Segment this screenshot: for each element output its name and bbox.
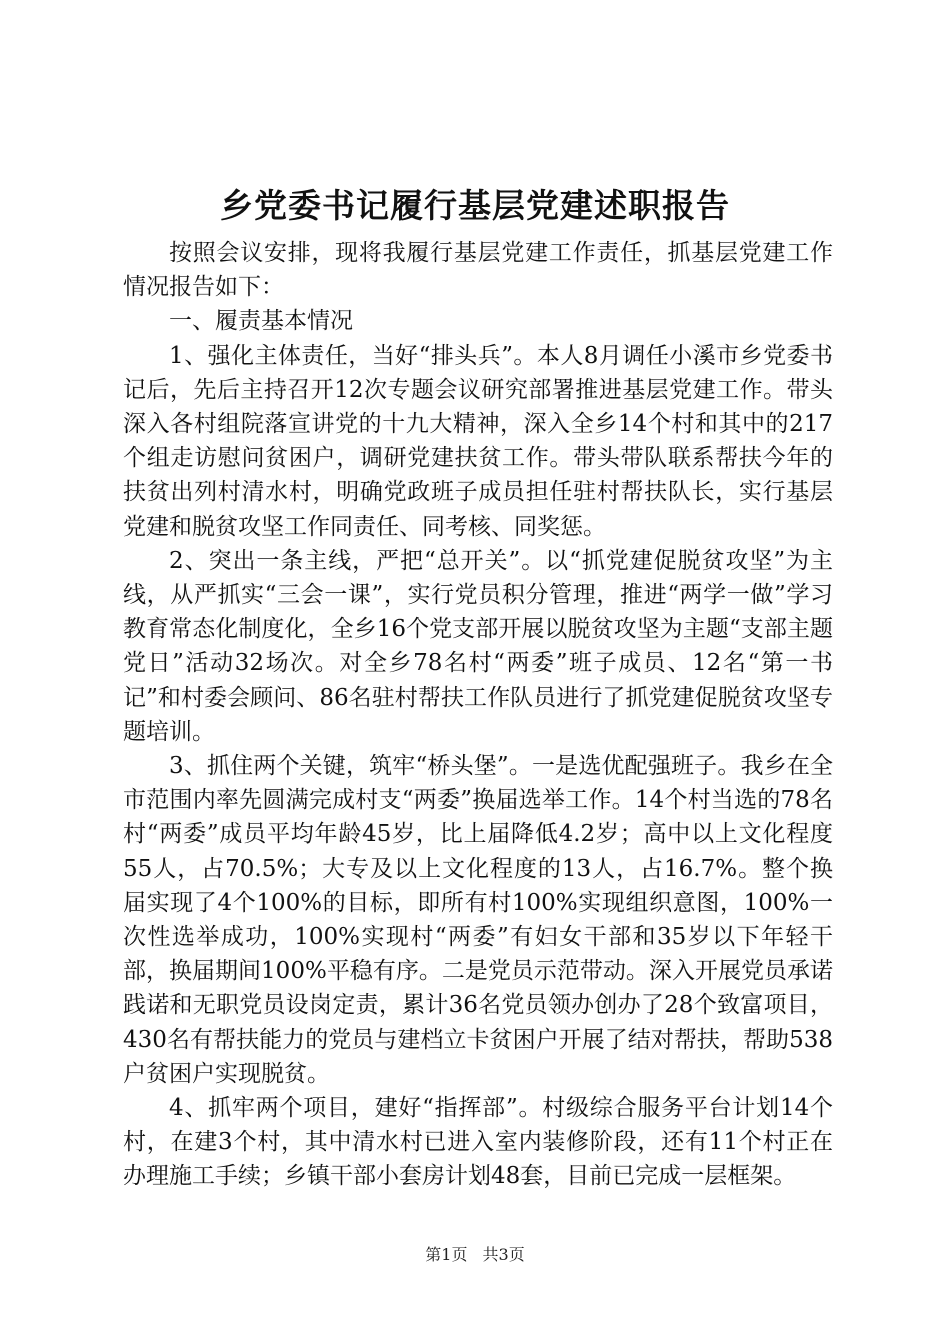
- body-paragraph-4: 4、抓牢两个项目，建好“指挥部”。村级综合服务平台计划14个村，在建3个村，其中清水村已进入室内装修阶段，还有11个村正在办理施工手续；乡镇干部小套房计划48套，目前已完成一层框架。: [123, 1095, 833, 1190]
- intro-paragraph: 按照会议安排，现将我履行基层党建工作责任，抓基层党建工作情况报告如下：: [123, 240, 833, 301]
- body-paragraph-1: 1、强化主体责任，当好“排头兵”。本人8月调任小溪市乡党委书记后，先后主持召开12次专题会议研究部署推进基层党建工作。带头深入各村组院落宣讲党的十九大精神，深入全乡14个村和其中的217个组走访慰问贫困户，调研党建扶贫工作。带头带队联系帮扶今年的扶贫出列村清水村，明确党政班子成员担任驻村帮扶队长，实行基层党建和脱贫攻坚工作同责任、同考核、同奖惩。: [123, 342, 833, 540]
- section-heading: 一、履责基本情况: [169, 308, 353, 335]
- document-title: 乡党委书记履行基层党建述职报告: [220, 186, 730, 225]
- page-number: 第1页: [425, 1245, 468, 1264]
- body-paragraph-2: 2、突出一条主线，严把“总开关”。以“抓党建促脱贫攻坚”为主线，从严抓实“三会一课”，实行党员积分管理，推进“两学一做”学习教育常态化制度化，全乡16个党支部开展以脱贫攻坚为主题“支部主题党日”活动32场次。对全乡78名村“两委”班子成员、12名“第一书记”和村委会顾问、86名驻村帮扶工作队员进行了抓党建促脱贫攻坚专题培训。: [123, 547, 833, 745]
- page-total: 共3页: [482, 1245, 525, 1264]
- document-body: [123, 236, 833, 1194]
- page-footer: [0, 1244, 950, 1266]
- body-paragraph-3: 3、抓住两个关键，筑牢“桥头堡”。一是选优配强班子。我乡在全市范围内率先圆满完成村支“两委”换届选举工作。14个村当选的78名村“两委”成员平均年龄45岁，比上届降低4.2岁；高中以上文化程度55人，占70.5%；大专及以上文化程度的13人，占16.7%。整个换届实现了4个100%的目标，即所有村100%实现组织意图，100%一次性选举成功，100%实现村“两委”有妇女干部和35岁以下年轻干部，换届期间100%平稳有序。二是党员示范带动。深入开展党员承诺践诺和无职党员设岗定责，累计36名党员领办创办了28个致富项目，430名有帮扶能力的党员与建档立卡贫困户开展了结对帮扶，帮助538户贫困户实现脱贫。: [123, 753, 833, 1087]
